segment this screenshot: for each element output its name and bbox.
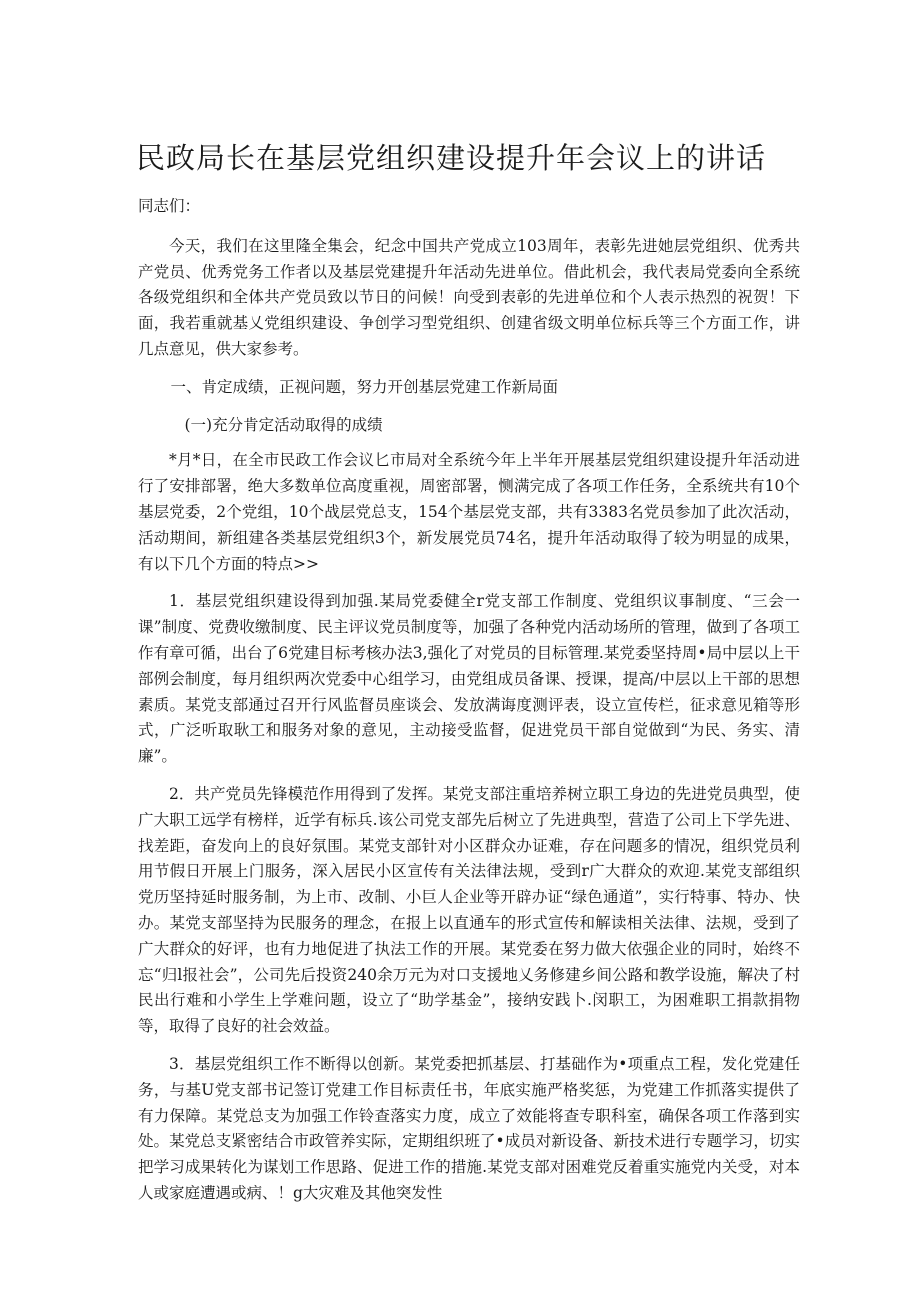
page-title: 民政局长在基层党组织建设提升年会议上的讲话: [136, 141, 767, 175]
subsection-heading: (一)充分肯定活动取得的成绩: [184, 415, 383, 434]
paragraph-intro: 今天，我们在这里隆全集会，纪念中国共产党成立103周年，表彰先进她层党组织、优秀共产党员、优秀党务工作者以及基层党建提升年活动先进单位。借此机会，我代表局党委向全系统各级党组织和全体共产党员致以节日的问候！向受到表彰的先进单位和个人表示热烈的祝贺！下面，我若重就基乂党组织建设、争创学习型党组织、创建省级文明单位标兵等三个方面工作，讲几点意见，供大家参考。: [138, 236, 800, 358]
section-heading: 一、肯定成绩，正视问题，努力开创基层党建工作新局面: [170, 377, 559, 396]
paragraph-point-1: 1．基层党组织建设得到加强.某局党委健全r党支部工作制度、党组织议事制度、“三会一课”制度、党费收缴制度、民主评议党员制度等，加强了各种党内活动场所的管理，做到了各项工作有章可循，出台了6党建目标考核办法3,强化了对党员的目标管理.某党委坚持周•局中层以上干部例会制度，每月组织两次党委中心组学习，由党组成员备课、授课，提高/中层以上干部的思想素质。某党支部通过召开行风监督员座谈会、发放满诲度测评表，设立宣传栏，征求意见箱等形式，广泛听取耿工和服务对象的意见，主动接受监督，促进党员干部自觉做到“为民、务实、清廉”。: [138, 592, 800, 766]
paragraph-point-3: 3．基层党组织工作不断得以创新。某党委把抓基层、打基础作为•项重点工程，发化党建任务，与基U党支部书记签订党建工作目标责任书，年底实施严格奖惩，为党建工作抓落实提供了有力保障。某党总支为加强工作铃查落实力度，成立了效能将查专职科室，确保各项工作落到实处。某党总支紧密结合市政管养实际，定期组织班了•成员对新设备、新技术进行专题学习，切实把学习成果转化为谋划工作思路、促进工作的措施.某党支部对困难党反着重实施党内关受，对本人或家庭遭遇或病、！g大灾难及其他突发性: [138, 1054, 800, 1202]
paragraph-point-2: 2．共产党员先锋模范作用得到了发挥。某党支部注重培养树立职工身边的先进党员典型，使广大职工远学有榜样，近学有标兵.该公司党支部先后树立了先进典型，营造了公司上下学先进、找差距，奋发向上的良好氛围。某党支部针对小区群众办证难，存在问题多的情况，组织党员利用节假日开展上门服务，深入居民小区宣传有关法律法规，受到r广大群众的欢迎.某党支部组织党历坚持延时服务制，为上市、改制、小巨人企业等开辟办证“绿色通道”，实行特事、特办、快办。某党支部坚持为民服务的理念，在报上以直通车的形式宣传和解读相关法律、法规，受到了广大群众的好评，也有力地促进了执法工作的开展。某党委在努力做大依强企业的同时，始终不忘“归l报社会”，公司先后投资240余万元为对口支援地乂务修建乡间公路和教学设施，解决了村民出行难和小学生上学难问题，设立了“助学基金”，接纳安践卜.闵职工，为困难职工捐款捐物等，取得了良好的社会效益。: [138, 784, 800, 1036]
document-body: [138, 194, 800, 1207]
salutation: 同志们：: [138, 197, 201, 215]
paragraph-summary: *月*日，在全市民政工作会议匕市局对全系统今年上半年开展基层党组织建设提升年活动进行了安排部署，绝大多数单位高度重视，周密部署，恻满完成了各项工作任务，全系统共有10个基层党委，2个党组，10个战层党总支，154个基层党支部，共有3383名党员参加了此次活动，活动期间，新组建各类基层党组织3个，新发展党员74名，提升年活动取得了较为明显的成果，有以下几个方面的特点>>: [138, 451, 800, 573]
